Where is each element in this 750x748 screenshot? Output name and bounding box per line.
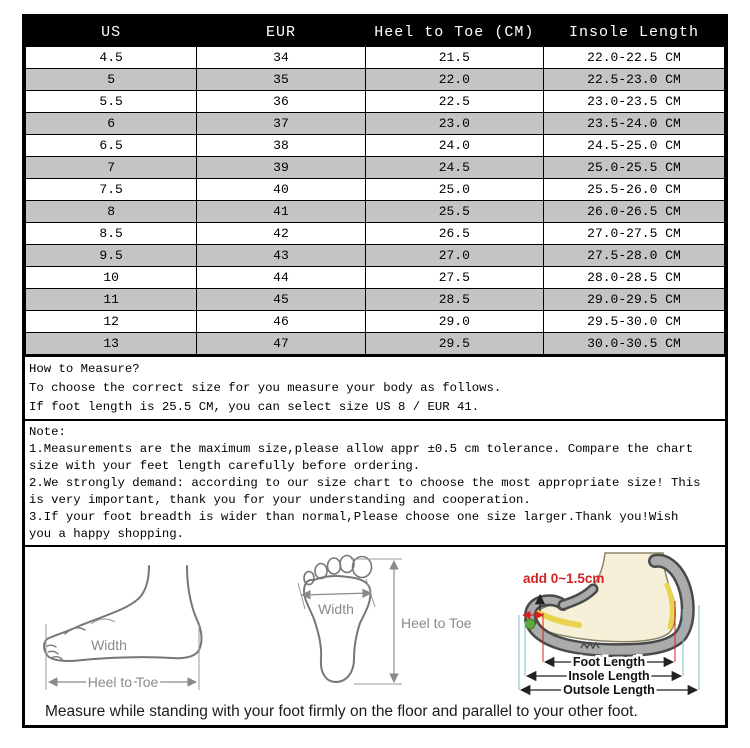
cell-heel-to-toe: 21.5	[365, 47, 543, 69]
table-row	[26, 223, 725, 245]
top-view-width-label: Width	[318, 601, 354, 617]
how-to-measure-line: If foot length is 25.5 CM, you can select size US 8 / EUR 41.	[29, 400, 480, 414]
cell-insole-length: 25.0-25.5 CM	[543, 157, 724, 179]
cell-insole-length: 24.5-25.0 CM	[543, 135, 724, 157]
table-row	[26, 91, 725, 113]
cell-us: 4.5	[26, 47, 197, 69]
measuring-instruction-caption: Measure while standing with your foot firmly on the floor and parallel to your other foot.	[45, 703, 638, 720]
cell-eur: 38	[197, 135, 365, 157]
column-header-heel-to-toe: Heel to Toe (CM)	[365, 18, 543, 47]
size-chart-panel	[22, 14, 728, 728]
cell-heel-to-toe: 22.0	[365, 69, 543, 91]
cell-eur: 40	[197, 179, 365, 201]
side-view-width-label: Width	[91, 637, 127, 653]
cell-heel-to-toe: 25.5	[365, 201, 543, 223]
how-to-measure-line: To choose the correct size for you measure your body as follows.	[29, 381, 502, 395]
note-section	[25, 419, 725, 545]
cell-us: 8	[26, 201, 197, 223]
cell-heel-to-toe: 24.5	[365, 157, 543, 179]
cell-eur: 42	[197, 223, 365, 245]
table-row	[26, 267, 725, 289]
cell-us: 11	[26, 289, 197, 311]
cell-insole-length: 27.5-28.0 CM	[543, 245, 724, 267]
foot-side-view-diagram	[39, 562, 239, 697]
cell-heel-to-toe: 26.5	[365, 223, 543, 245]
cell-insole-length: 22.5-23.0 CM	[543, 69, 724, 91]
table-row	[26, 201, 725, 223]
cell-insole-length: 29.0-29.5 CM	[543, 289, 724, 311]
size-table	[25, 17, 725, 355]
cell-us: 13	[26, 333, 197, 355]
cell-us: 12	[26, 311, 197, 333]
cell-insole-length: 26.0-26.5 CM	[543, 201, 724, 223]
cell-us: 6.5	[26, 135, 197, 157]
cell-eur: 35	[197, 69, 365, 91]
cell-heel-to-toe: 24.0	[365, 135, 543, 157]
cell-insole-length: 30.0-30.5 CM	[543, 333, 724, 355]
cell-us: 6	[26, 113, 197, 135]
table-row	[26, 311, 725, 333]
note-line: is very important, thank you for your understanding and cooperation.	[29, 493, 531, 507]
cell-us: 10	[26, 267, 197, 289]
cell-heel-to-toe: 27.0	[365, 245, 543, 267]
size-table-header-row	[26, 18, 725, 47]
top-view-heel-to-toe-label: Heel to Toe	[401, 615, 472, 631]
foot-top-view-diagram	[296, 551, 476, 696]
cell-heel-to-toe: 29.5	[365, 333, 543, 355]
cell-eur: 39	[197, 157, 365, 179]
cell-heel-to-toe: 28.5	[365, 289, 543, 311]
cell-us: 7.5	[26, 179, 197, 201]
add-tolerance-label: add 0~1.5cm	[523, 571, 605, 586]
cell-eur: 46	[197, 311, 365, 333]
cell-us: 9.5	[26, 245, 197, 267]
cell-insole-length: 22.0-22.5 CM	[543, 47, 724, 69]
side-view-heel-to-toe-label: Heel to Toe	[87, 674, 159, 690]
cell-eur: 45	[197, 289, 365, 311]
table-row	[26, 113, 725, 135]
table-row	[26, 135, 725, 157]
size-table-body	[26, 47, 725, 355]
note-line: size with your feet length carefully before ordering.	[29, 459, 421, 473]
cell-eur: 47	[197, 333, 365, 355]
cell-insole-length: 23.5-24.0 CM	[543, 113, 724, 135]
column-header-us: US	[26, 18, 197, 47]
cell-eur: 44	[197, 267, 365, 289]
table-row	[26, 245, 725, 267]
cell-heel-to-toe: 27.5	[365, 267, 543, 289]
table-row	[26, 179, 725, 201]
foot-length-label: Foot Length	[572, 655, 646, 669]
table-row	[26, 69, 725, 91]
cell-heel-to-toe: 25.0	[365, 179, 543, 201]
cell-us: 5.5	[26, 91, 197, 113]
how-to-measure-section	[25, 355, 725, 419]
note-line: 2.We strongly demand: according to our size chart to choose the most appropriate size! This	[29, 476, 701, 490]
note-title: Note:	[29, 425, 66, 439]
cell-heel-to-toe: 29.0	[365, 311, 543, 333]
foot-in-shoe-diagram	[513, 551, 718, 698]
cell-insole-length: 28.0-28.5 CM	[543, 267, 724, 289]
cell-insole-length: 27.0-27.5 CM	[543, 223, 724, 245]
cell-eur: 36	[197, 91, 365, 113]
table-row	[26, 289, 725, 311]
column-header-eur: EUR	[197, 18, 365, 47]
table-row	[26, 157, 725, 179]
note-line: 1.Measurements are the maximum size,please allow appr ±0.5 cm tolerance. Compare the chart	[29, 442, 694, 456]
column-header-insole-length: Insole Length	[543, 18, 724, 47]
cell-eur: 41	[197, 201, 365, 223]
how-to-measure-title: How to Measure?	[29, 362, 140, 376]
cell-insole-length: 25.5-26.0 CM	[543, 179, 724, 201]
cell-eur: 43	[197, 245, 365, 267]
cell-heel-to-toe: 22.5	[365, 91, 543, 113]
note-line: you a happy shopping.	[29, 527, 184, 541]
cell-insole-length: 23.0-23.5 CM	[543, 91, 724, 113]
note-line: 3.If your foot breadth is wider than normal,Please choose one size larger.Thank you!Wish	[29, 510, 679, 524]
insole-length-label: Insole Length	[568, 669, 650, 683]
cell-eur: 37	[197, 113, 365, 135]
table-row	[26, 47, 725, 69]
cell-us: 5	[26, 69, 197, 91]
table-row	[26, 333, 725, 355]
cell-heel-to-toe: 23.0	[365, 113, 543, 135]
cell-us: 8.5	[26, 223, 197, 245]
measurement-diagrams-section	[25, 545, 725, 699]
cell-eur: 34	[197, 47, 365, 69]
cell-insole-length: 29.5-30.0 CM	[543, 311, 724, 333]
outsole-length-label: Outsole Length	[563, 683, 655, 697]
cell-us: 7	[26, 157, 197, 179]
